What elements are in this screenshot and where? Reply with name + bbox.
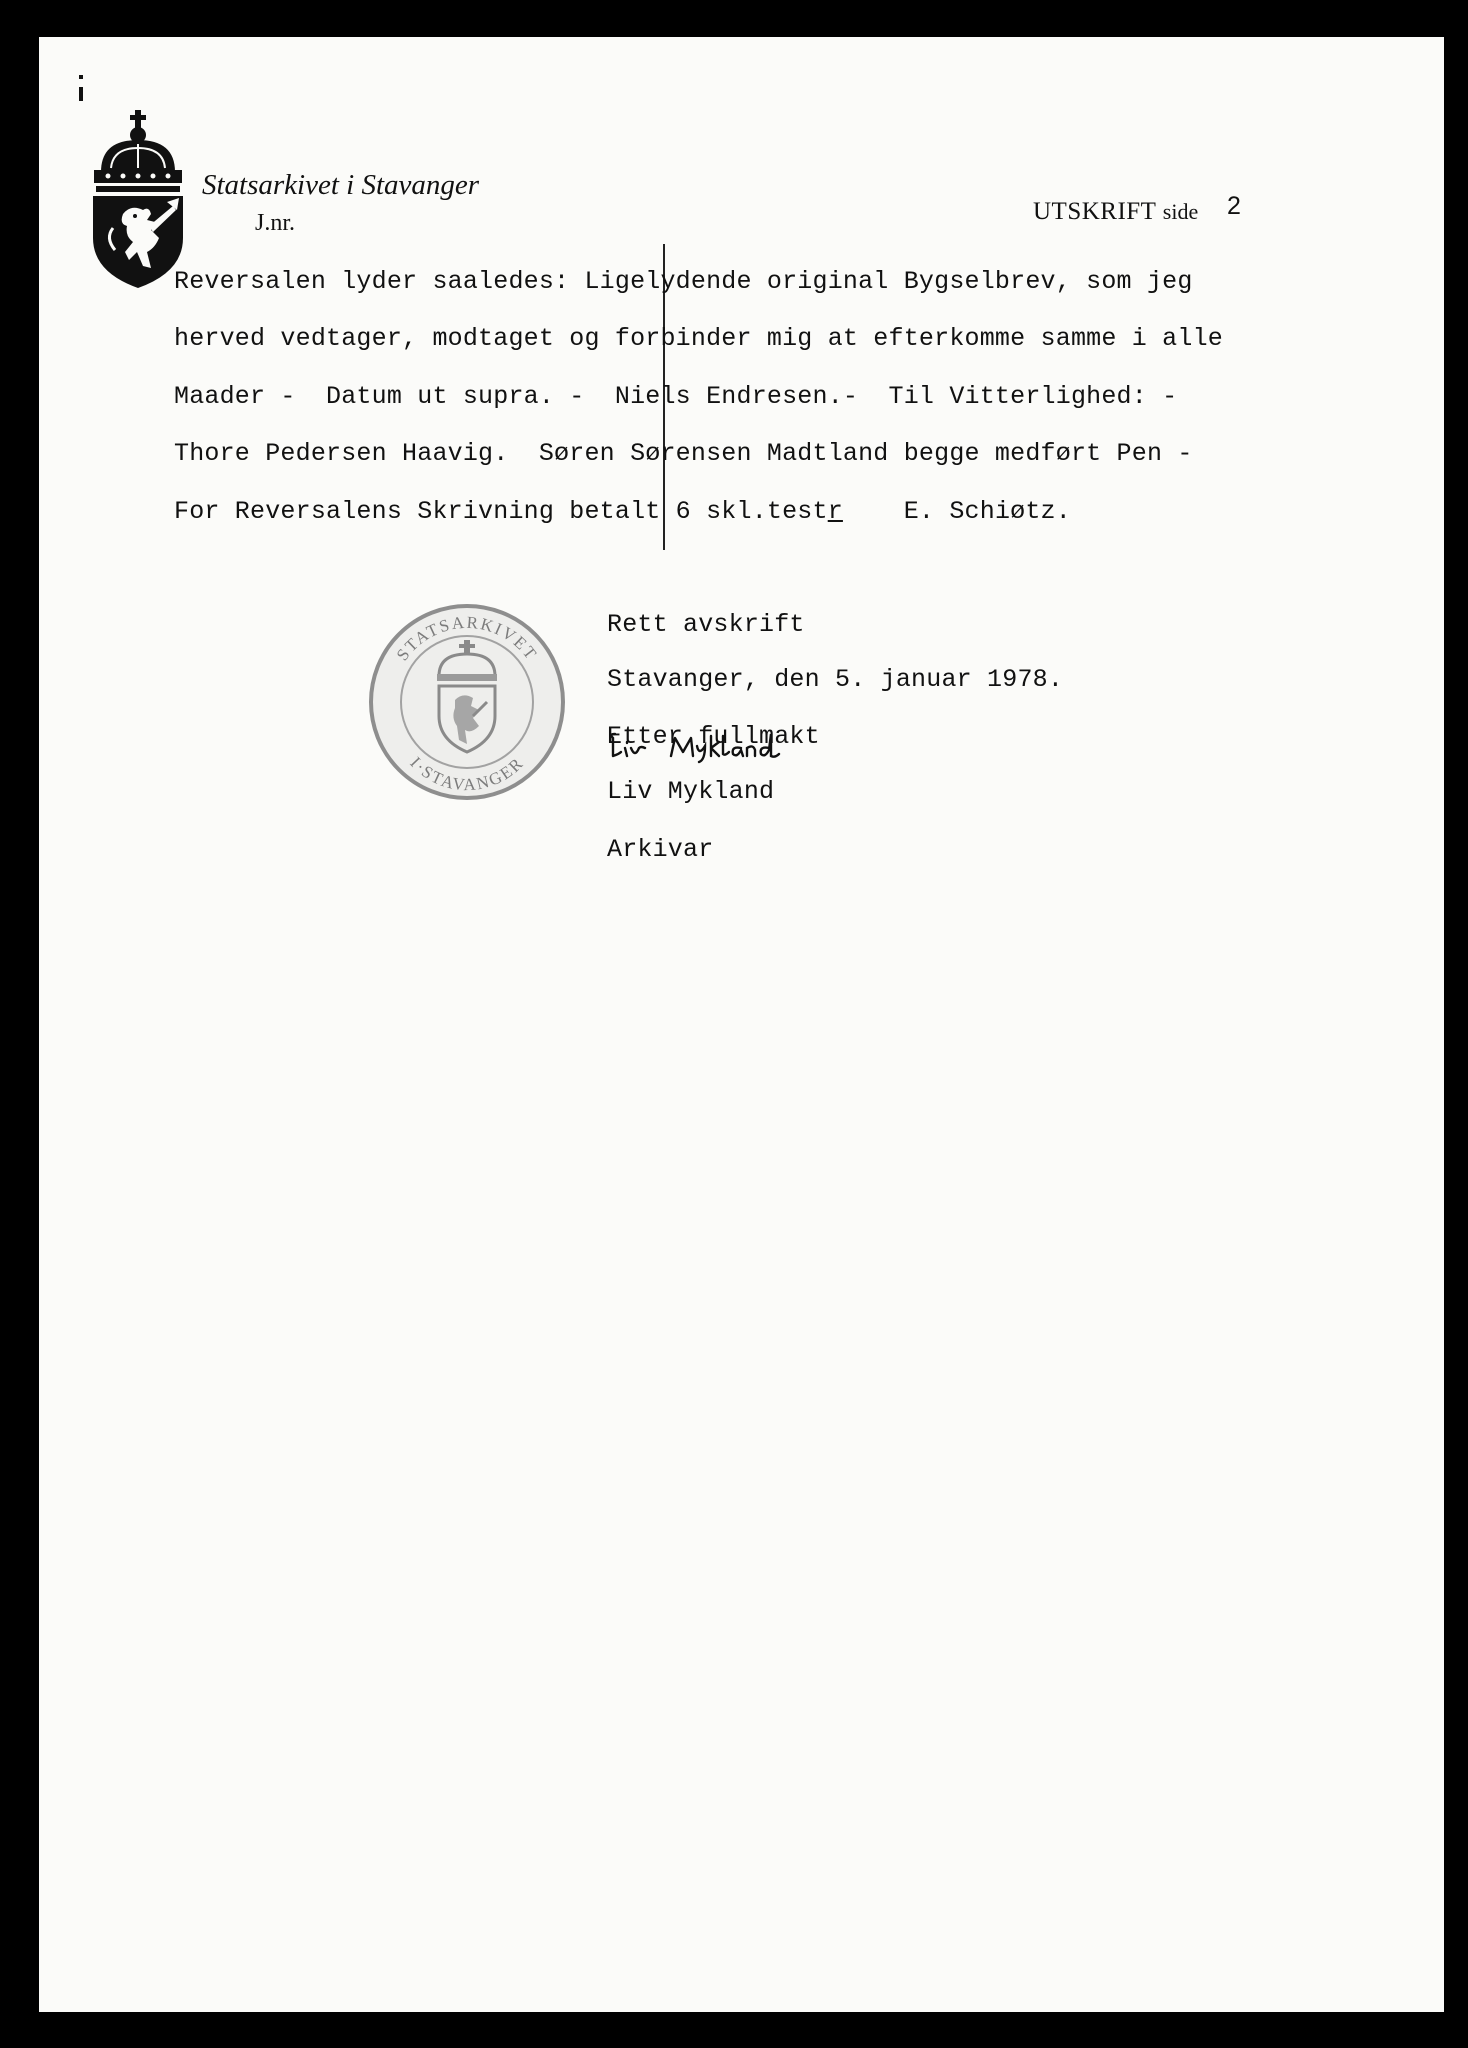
certification-line: Rett avskrift	[607, 610, 805, 639]
margin-marks	[79, 75, 85, 103]
seal-text-top: STATSARKIVET	[392, 612, 542, 665]
journal-number-label: J.nr.	[255, 210, 296, 236]
place-date-line: Stavanger, den 5. januar 1978.	[607, 665, 1064, 694]
utskrift-header	[1033, 192, 1242, 226]
utskrift-label: UTSKRIFT	[1033, 198, 1157, 225]
body-line-5	[174, 497, 1071, 526]
body-line-1: Reversalen lyder saaledes: Ligelydende original Bygselbrev, som jeg	[174, 267, 1193, 296]
document-page	[39, 37, 1444, 2012]
body-line-3: Maader - Datum ut supra. - Niels Endresen.- Til Vitterlighed: -	[174, 382, 1178, 411]
institution-name: Statsarkivet i Stavanger	[202, 169, 480, 201]
authority-line: Etter fullmakt	[607, 722, 820, 751]
seal-text-bottom: I·STAVANGER	[406, 753, 528, 795]
body-line-4: Thore Pedersen Haavig. Søren Sørensen Madtland begge medført Pen -	[174, 439, 1193, 468]
side-label: side	[1162, 199, 1199, 224]
handwritten-signature	[607, 730, 839, 764]
page-number: 2	[1226, 192, 1242, 220]
body-line-2: herved vedtager, modtaget og forbinder mig at efterkomme samme i alle	[174, 324, 1223, 353]
archive-seal-stamp	[367, 602, 567, 802]
body-line-5-underlined: r	[827, 497, 843, 526]
norwegian-coat-of-arms-icon	[85, 110, 191, 288]
body-line-5-start: For Reversalens Skrivning betalt 6 skl.test	[174, 497, 828, 526]
body-line-5-end: E. Schiøtz.	[842, 497, 1071, 526]
signatory-name: Liv Mykland	[607, 777, 775, 806]
signatory-title: Arkivar	[607, 835, 714, 864]
